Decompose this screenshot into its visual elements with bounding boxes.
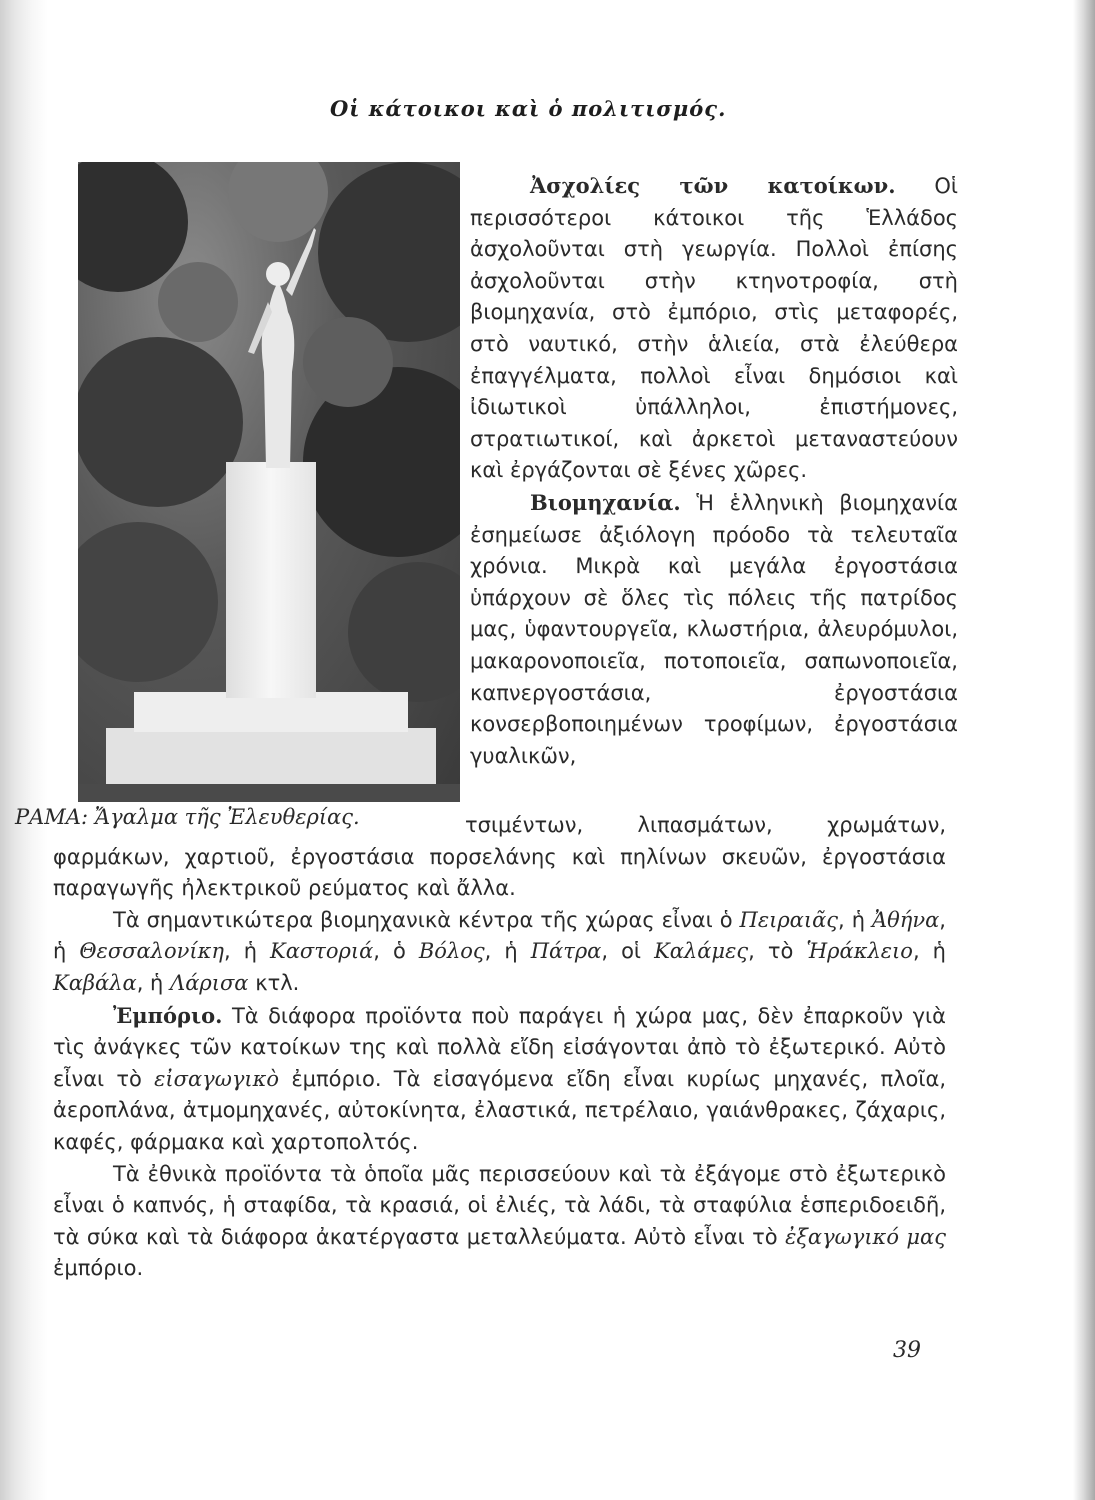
industry-text-full: τσιμέντων, λιπασμάτων, χρωμάτων, φαρμάκων, χαρτιοῦ, ἐργοστάσια πορσελάνης καὶ πηλίνων σκευῶν, ἐργοστάσια παραγωγῆς ἠλεκτρικοῦ ρεύματος καὶ ἄλλα. <box>53 813 946 901</box>
trade-text-1: Τὰ διάφορα προϊόντα ποὺ παράγει ἡ χώρα μας, δὲν ἐπαρκοῦν γιὰ τὶς ἀνάγκες τῶν κατοίκων της καὶ πολλὰ εἴδη εἰσάγονται ἀπὸ τὸ ἐξωτερικό. Αὐτὸ εἶναι τὸ <box>53 1003 946 1091</box>
heading-occupations: Ἀσχολίες τῶν κατοίκων. <box>530 173 896 198</box>
page-edge-shadow <box>1073 0 1095 1500</box>
right-text-column <box>470 170 958 772</box>
heading-trade: Ἐμπόριο. <box>113 1002 223 1028</box>
paragraph-trade <box>53 1000 946 1159</box>
city-name: Βόλος <box>418 939 485 964</box>
city-name: Ἀθήνα <box>871 907 940 932</box>
article: ἡ <box>150 970 164 995</box>
article: ἡ <box>243 939 258 964</box>
industry-text-column: Ἡ ἑλληνικὴ βιομηχανία ἐσημείωσε ἀξιόλογη πρόοδο τὰ τελευταῖα χρόνια. Μικρὰ καὶ μεγάλα ἐργοστάσια ὑπάρχουν σὲ ὅλες τὶς πόλεις τῆς πατρίδος μας, ὑφαντουργεῖα, κλωστήρια, ἀλευρόμυλοι, μακαρονοποιεῖα, ποτοποιεῖα, σαπωνοποιεῖα, καπνεργοστάσια, ἐργοστάσια κονσερβοποιημένων τροφίμων, ἐργοστάσια γυαλικῶν, <box>470 490 958 768</box>
monument-column <box>226 462 316 698</box>
city-name: Λάρισα <box>170 970 249 995</box>
trade-text-3: Τὰ ἐθνικὰ προϊόντα τὰ ὁποῖα μᾶς περισσεύουν καὶ τὰ ἐξάγομε στὸ ἐξωτερικὸ εἶναι ὁ καπνός, ἡ σταφίδα, τὰ κρασιά, οἱ ἐλιές, τὰ λάδι, τὰ σταφύλια ἑσπεριδοειδῆ, τὰ σύκα καὶ τὰ διάφορα ἀκατέργαστα μεταλλεύματα. Αὐτὸ εἶναι τὸ <box>53 1161 946 1249</box>
ground-strip <box>78 784 460 802</box>
import-term: εἰσαγωγικὸ <box>154 1066 280 1091</box>
occupations-text: Οἱ περισσότεροι κάτοικοι τῆς Ἑλλάδος ἀσχολοῦνται στὴ γεωργία. Πολλοὶ ἐπίσης ἀσχολοῦνται στὴν κτηνοτροφία, στὴ βιομηχανία, στὸ ἐμπόριο, στὶς μεταφορές, στὸ ναυτικό, στὴν ἁλιεία, στὰ ἐλεύθερα ἐπαγγέλματα, πολλοὶ εἶναι δημόσιοι καὶ ἰδιωτικοὶ ὑπάλληλοι, ἐπιστήμονες, στρατιωτικοί, καὶ ἀρκετοὶ μεταναστεύουν καὶ ἐργάζονται σὲ ξένες χῶρες. <box>470 174 958 483</box>
full-width-text <box>53 810 946 1285</box>
city-name: Πάτρα <box>530 939 602 964</box>
monument-step <box>134 692 408 732</box>
book-spine-shadow <box>0 0 48 1500</box>
page-title: Οἱ κάτοικοι καὶ ὁ πολιτισμός. <box>330 96 727 121</box>
heading-industry: Βιομηχανία. <box>530 489 681 515</box>
article: ὁ <box>392 939 406 964</box>
paragraph-exports <box>53 1159 946 1285</box>
city-name: Καβάλα <box>53 970 137 995</box>
city-name: Ἡράκλειο <box>806 939 913 964</box>
article: ἡ <box>851 907 865 932</box>
paragraph-industry <box>470 487 958 772</box>
industry-continuation <box>53 810 946 905</box>
page-number: 39 <box>893 1338 921 1363</box>
city-name: Πειραιᾶς <box>739 907 839 932</box>
etc: κτλ. <box>255 970 300 995</box>
article: ἡ <box>504 939 518 964</box>
trade-text-2: ἐμπόριο. Τὰ εἰσαγόμενα εἴδη εἶναι κυρίως μηχανές, πλοῖα, ἀεροπλάνα, ἀτμομηχανές, αὐτοκίνητα, ἐλαστικά, πετρέλαιο, γαιάνθρακες, ζάχαρις, καφές, φάρμακα καὶ χαρτοπολτός. <box>53 1066 946 1154</box>
photo-caption: ΡΑΜΑ: Ἄγαλμα τῆς Ἐλευθερίας. <box>15 805 360 829</box>
article: τὸ <box>767 939 794 964</box>
city-name: Θεσσαλονίκη <box>79 939 224 964</box>
city-name: Καστοριά <box>270 939 374 964</box>
article: ἡ <box>932 939 946 964</box>
centers-intro: Τὰ σημαντικώτερα βιομηχανικὰ κέντρα τῆς χώρας εἶναι ὁ <box>113 907 733 932</box>
article: οἱ <box>621 939 642 964</box>
export-term: ἐξαγωγικό μας <box>785 1224 946 1249</box>
article: ἡ <box>53 939 67 964</box>
statue-figure <box>228 222 328 468</box>
city-name: Καλάμες <box>654 939 749 964</box>
monument-base <box>106 728 436 786</box>
statue-of-liberty-photo <box>78 162 460 802</box>
paragraph-occupations <box>470 170 958 487</box>
paragraph-industrial-centers: Τὰ σημαντικώτερα βιομηχανικὰ κέντρα τῆς χώρας εἶναι ὁ Πειραιᾶς, ἡ Ἀθήνα, ἡ Θεσσαλονίκη, ἡ Καστοριά, ὁ Βόλος, ἡ Πάτρα, οἱ Καλάμες, τὸ Ἡράκλειο, ἡ Καβάλα, ἡ Λάρισα κτλ. <box>53 907 946 995</box>
trade-text-4: ἐμπόριο. <box>53 1256 144 1281</box>
